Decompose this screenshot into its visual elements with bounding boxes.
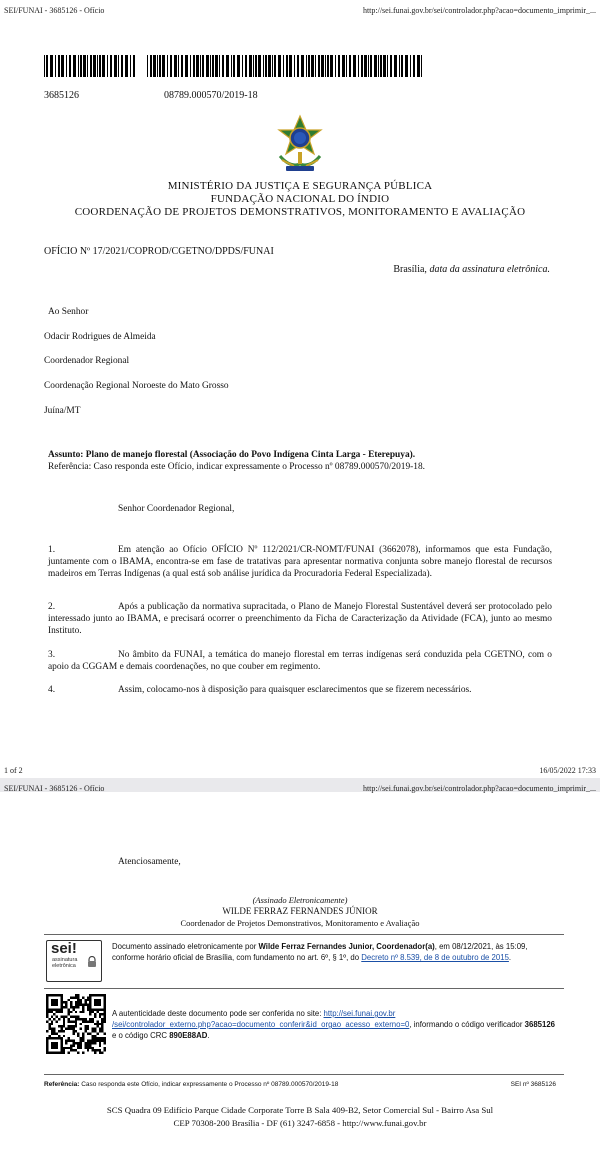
greeting: Senhor Coordenador Regional,: [118, 504, 235, 514]
page-count: 1 of 2: [4, 766, 23, 775]
print-timestamp: 16/05/2022 17:33: [539, 766, 596, 775]
signature-top-rule: [44, 934, 564, 935]
subject-line: Assunto: Plano de manejo florestal (Associação do Povo Indígena Cinta Larga - Eterepuya).: [48, 450, 416, 460]
sig-mid: , em 08/12/2021, às 15:09, conforme horário oficial de Brasília, com fundamento no art. 6º, § 1º, do: [112, 942, 528, 962]
authenticity-statement: [112, 1008, 558, 1041]
signer-role: Coordenador de Projetos Demonstrativos, Monitoramento e Avaliação: [180, 918, 420, 928]
paragraph-4: [48, 684, 552, 696]
auth-mid2: e o código CRC: [112, 1031, 170, 1040]
paragraph-1-text: Em atenção ao Ofício OFÍCIO Nº 112/2021/CR-NOMT/FUNAI (3662078), informamos que esta Fundação, juntamente com o IBAMA, encontra-se em fase de tratativas para apresentar normativa conjunta sobre manejo florestal de recursos madeiros em Terras Indígenas (a qual está sob análise jurídica da Procuradoria Federal Especializada).: [48, 545, 552, 579]
print-header-left: SEI/FUNAI - 3685126 - Ofício: [4, 6, 105, 15]
recipient-name: Odacir Rodrigues de Almeida: [44, 332, 156, 342]
sig-signer: Wilde Ferraz Fernandes Junior, Coordenador(a): [258, 942, 435, 951]
ministry-line-1: MINISTÉRIO DA JUSTIÇA E SEGURANÇA PÚBLICA: [167, 180, 433, 192]
footer-reference: [44, 1081, 338, 1088]
print-header-url: http://sei.funai.gov.br/sei/controlador.php?acao=documento_imprimir_...: [362, 6, 596, 15]
barcode-left: [44, 55, 136, 77]
recipient-role: Coordenador Regional: [44, 356, 130, 366]
signature-statement: [112, 941, 558, 963]
date-place: [393, 264, 550, 276]
paragraph-3-text: No âmbito da FUNAI, a temática do manejo florestal em terras indígenas será conduzida pela CGETNO, com o apoio da CGGAM e demais coordenações, no que couber em regimento.: [48, 650, 552, 672]
reference-line: Referência: Caso responda este Ofício, indicar expressamente o Processo nº 08789.000570/2019-18.: [48, 462, 426, 472]
signed-electronically: (Assinado Eletronicamente): [252, 895, 348, 905]
sei-logo-text: sei!: [51, 940, 77, 957]
paragraph-4-text: Assim, colocamo-nos à disposição para quaisquer esclarecimentos que se fizerem necessários.: [118, 685, 472, 695]
footer-reference-label: Referência:: [44, 1081, 80, 1088]
sei-signature-logo: [46, 940, 102, 982]
closing: Atenciosamente,: [118, 857, 181, 867]
paragraph-3: [48, 649, 552, 673]
ministry-line-2: FUNDAÇÃO NACIONAL DO ÍNDIO: [210, 193, 390, 205]
address-line-2: CEP 70308-200 Brasília - DF (61) 3247-6858 - http://www.funai.gov.br: [173, 1118, 427, 1128]
paragraph-1: [48, 544, 552, 580]
ministry-line-3: COORDENAÇÃO DE PROJETOS DEMONSTRATIVOS, MONITORAMENTO E AVALIAÇÃO: [74, 206, 526, 218]
address-line-1: SCS Quadra 09 Edifício Parque Cidade Corporate Torre B Sala 409-B2, Setor Comercial Sul - Bairro Asa Sul: [106, 1105, 494, 1115]
sig-end: .: [508, 953, 512, 962]
document-number: 3685126: [44, 90, 79, 101]
footer-sei-number: SEI nº 3685126: [510, 1081, 556, 1088]
decree-link[interactable]: Decreto nº 8.539, de 8 de outubro de 2015: [361, 953, 509, 962]
signer-name: WILDE FERRAZ FERNANDES JÚNIOR: [222, 906, 378, 916]
process-number: 08789.000570/2019-18: [164, 90, 258, 101]
sei-logo-sub2: eletrônica: [52, 963, 76, 969]
footer-reference-text: Caso responda este Ofício, indicar expressamente o Processo nº 08789.000570/2019-18: [79, 1081, 339, 1088]
paragraph-3-number: 3.: [48, 650, 56, 660]
oficio-number: OFÍCIO Nº 17/2021/COPROD/CGETNO/DPDS/FUNAI: [44, 246, 274, 257]
paragraph-2-text: Após a publicação da normativa supracitada, o Plano de Manejo Florestal Sustentável deverá ser protocolado pelo interessado junto ao IBAMA, e precisará ocorrer o preenchimento da Ficha de Caracterização da Atividade (FCA), junto ao mesmo Instituto.: [48, 602, 552, 636]
brazil-coat-of-arms-emblem: [268, 112, 332, 176]
verifier-code: 3685126: [524, 1020, 556, 1029]
signature-mid-rule: [44, 988, 564, 989]
paragraph-2: [48, 601, 552, 637]
page2-header-url: http://sei.funai.gov.br/sei/controlador.php?acao=documento_imprimir_...: [362, 784, 596, 793]
date-italic: data da assinatura eletrônica.: [429, 264, 550, 275]
recipient-organization: Coordenação Regional Noroeste do Mato Grosso: [44, 381, 229, 391]
qr-code: [46, 994, 106, 1054]
sei-logo-sub1: assinatura: [52, 957, 78, 963]
paragraph-1-number: 1.: [48, 545, 56, 555]
recipient-salutation: Ao Senhor: [48, 307, 89, 317]
sig-pre: Documento assinado eletronicamente por: [112, 942, 259, 951]
crc-code: 890E88AD: [169, 1031, 208, 1040]
verification-link[interactable]: /sei/controlador_externo.php?acao=documento_conferir&id_orgao_acesso_externo=0: [112, 1020, 410, 1029]
recipient-city: Juína/MT: [44, 406, 81, 416]
barcode-right: [147, 55, 423, 77]
paragraph-2-number: 2.: [48, 602, 56, 612]
auth-mid: , informando o código verificador: [409, 1020, 525, 1029]
page2-header-left: SEI/FUNAI - 3685126 - Ofício: [4, 784, 105, 793]
date-city: Brasília,: [393, 264, 427, 275]
paragraph-4-number: 4.: [48, 685, 56, 695]
auth-pre: A autenticidade deste documento pode ser conferida no site:: [112, 1009, 324, 1018]
padlock-icon: [87, 955, 97, 973]
sei-site-link[interactable]: http://sei.funai.gov.br: [323, 1009, 396, 1018]
signature-bottom-rule: [44, 1074, 564, 1075]
auth-end: .: [207, 1031, 210, 1040]
